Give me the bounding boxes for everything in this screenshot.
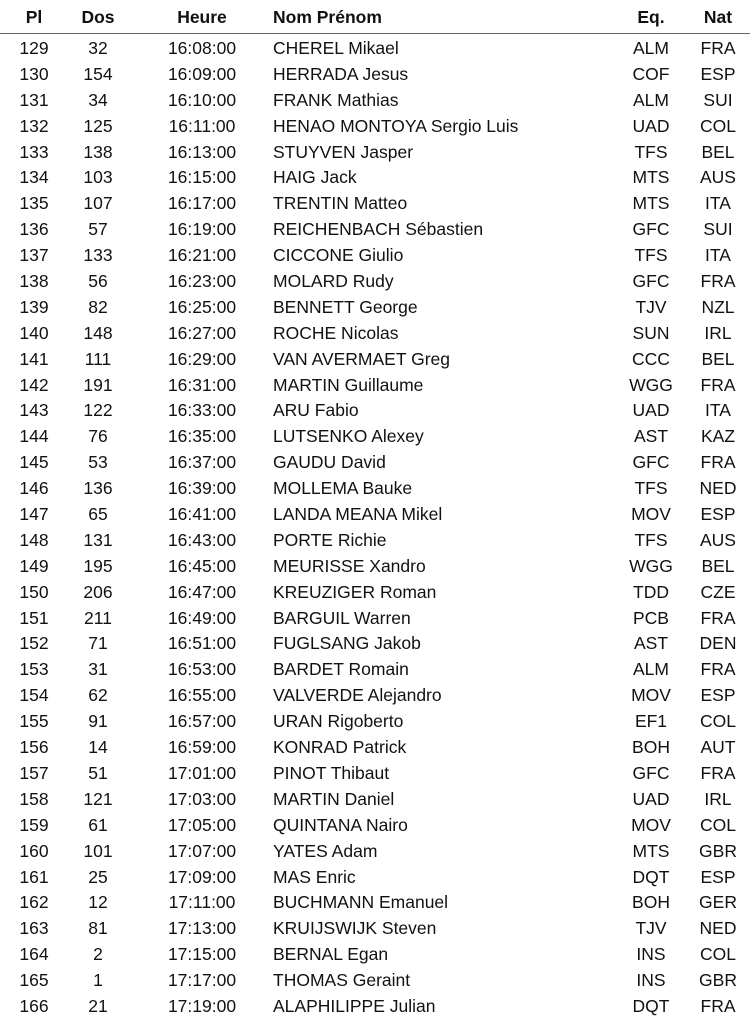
table-row <box>0 61 750 87</box>
cell-dos: 138 <box>83 141 113 162</box>
cell-dos: 71 <box>88 633 108 654</box>
table-row <box>0 864 750 890</box>
cell-nom-prenom: QUINTANA Nairo <box>273 814 408 835</box>
cell-nat: ESP <box>700 504 736 525</box>
cell-heure: 17:15:00 <box>167 944 237 965</box>
cell-heure: 17:09:00 <box>167 866 237 887</box>
cell-pl: 164 <box>19 944 49 965</box>
header-heure: Heure <box>177 7 227 27</box>
cell-dos: 57 <box>88 219 108 240</box>
cell-eq: INS <box>636 944 666 965</box>
cell-nom-prenom: BARGUIL Warren <box>273 607 411 628</box>
cell-pl: 147 <box>19 504 49 525</box>
cell-pl: 149 <box>19 555 49 576</box>
table-header-row <box>0 0 750 34</box>
table-row <box>0 216 750 242</box>
cell-nat: FRA <box>700 452 736 473</box>
cell-eq: ALM <box>633 659 669 680</box>
cell-dos: 62 <box>88 685 108 706</box>
cell-heure: 16:59:00 <box>167 737 237 758</box>
table-row <box>0 605 750 631</box>
cell-eq: UAD <box>632 788 670 809</box>
table-row <box>0 113 750 139</box>
table-row <box>0 915 750 941</box>
cell-nat: DEN <box>699 633 737 654</box>
cell-dos: 61 <box>88 814 108 835</box>
cell-heure: 17:11:00 <box>168 892 236 913</box>
table-row <box>0 889 750 915</box>
table-row <box>0 449 750 475</box>
cell-heure: 16:31:00 <box>167 374 237 395</box>
cell-dos: 51 <box>88 762 108 783</box>
cell-heure: 17:03:00 <box>167 788 237 809</box>
table-row <box>0 164 750 190</box>
cell-nom-prenom: GAUDU David <box>273 452 386 473</box>
cell-dos: 12 <box>88 892 108 913</box>
cell-nat: ITA <box>705 193 731 214</box>
cell-nat: AUS <box>700 529 736 550</box>
cell-eq: AST <box>633 633 669 654</box>
cell-pl: 146 <box>19 478 49 499</box>
cell-eq: TFS <box>634 141 668 162</box>
cell-nat: COL <box>700 814 736 835</box>
cell-nat: GER <box>699 892 737 913</box>
cell-nat: NZL <box>701 296 735 317</box>
table-row <box>0 708 750 734</box>
cell-dos: 125 <box>83 115 113 136</box>
table-row <box>0 294 750 320</box>
cell-nom-prenom: PINOT Thibaut <box>273 762 390 783</box>
cell-eq: GFC <box>632 271 670 292</box>
cell-nom-prenom: BUCHMANN Emanuel <box>273 892 449 913</box>
cell-heure: 16:11:00 <box>168 115 236 136</box>
cell-eq: TJV <box>635 296 667 317</box>
cell-nom-prenom: CICCONE Giulio <box>273 245 404 266</box>
table-row <box>0 501 750 527</box>
cell-nom-prenom: CHEREL Mikael <box>273 38 399 58</box>
cell-eq: WGG <box>629 555 673 576</box>
cell-dos: 206 <box>83 581 113 602</box>
cell-nat: FRA <box>700 659 736 680</box>
cell-dos: 133 <box>83 245 113 266</box>
cell-heure: 16:53:00 <box>167 659 237 680</box>
cell-dos: 154 <box>83 63 113 84</box>
cell-pl: 163 <box>19 918 49 939</box>
cell-pl: 142 <box>19 374 49 395</box>
cell-nom-prenom: THOMAS Geraint <box>273 970 411 991</box>
cell-heure: 16:37:00 <box>167 452 237 473</box>
header-eq: Eq. <box>637 7 665 27</box>
cell-nat: BEL <box>701 141 735 162</box>
cell-dos: 56 <box>88 271 108 292</box>
cell-eq: GFC <box>632 762 670 783</box>
cell-eq: COF <box>632 63 670 84</box>
cell-nat: BEL <box>701 555 735 576</box>
cell-nat: FRA <box>700 271 736 292</box>
cell-eq: MOV <box>631 814 671 835</box>
cell-pl: 136 <box>19 219 49 240</box>
cell-nom-prenom: ALAPHILIPPE Julian <box>273 995 436 1016</box>
cell-nat: COL <box>700 115 736 136</box>
cell-pl: 165 <box>19 970 49 991</box>
cell-nom-prenom: HENAO MONTOYA Sergio Luis <box>273 115 519 136</box>
cell-nat: ESP <box>700 685 736 706</box>
table-row <box>0 320 750 346</box>
cell-heure: 16:57:00 <box>167 711 237 732</box>
cell-pl: 135 <box>19 193 49 214</box>
cell-pl: 138 <box>19 271 49 292</box>
cell-pl: 161 <box>19 866 49 887</box>
cell-eq: MOV <box>631 685 671 706</box>
cell-dos: 34 <box>88 89 108 110</box>
cell-dos: 101 <box>83 840 113 861</box>
cell-dos: 82 <box>88 296 108 317</box>
table-row <box>0 268 750 294</box>
cell-pl: 152 <box>19 633 49 654</box>
cell-eq: MOV <box>631 504 671 525</box>
cell-eq: DQT <box>632 995 670 1016</box>
cell-eq: WGG <box>629 374 673 395</box>
cell-nat: AUS <box>700 167 736 188</box>
cell-nom-prenom: FUGLSANG Jakob <box>273 633 421 654</box>
cell-nom-prenom: STUYVEN Jasper <box>273 141 414 162</box>
cell-nat: NED <box>699 918 737 939</box>
table-row <box>0 397 750 423</box>
cell-dos: 191 <box>83 374 113 395</box>
header-dos: Dos <box>81 7 115 27</box>
cell-pl: 159 <box>19 814 49 835</box>
cell-nat: BEL <box>701 348 735 369</box>
cell-nom-prenom: VAN AVERMAET Greg <box>273 348 450 369</box>
cell-nom-prenom: FRANK Mathias <box>273 89 399 110</box>
cell-eq: INS <box>636 970 666 991</box>
cell-dos: 136 <box>83 478 113 499</box>
cell-eq: GFC <box>632 219 670 240</box>
cell-nom-prenom: ARU Fabio <box>273 400 359 421</box>
cell-pl: 154 <box>19 685 49 706</box>
cell-heure: 16:25:00 <box>167 296 237 317</box>
cell-nat: FRA <box>700 38 736 58</box>
cell-nat: FRA <box>700 374 736 395</box>
cell-nom-prenom: PORTE Richie <box>273 529 387 550</box>
table-row <box>0 346 750 372</box>
cell-heure: 16:08:00 <box>167 38 237 58</box>
cell-dos: 81 <box>88 918 108 939</box>
header-pl: Pl <box>25 7 43 27</box>
table-row <box>0 423 750 449</box>
cell-nat: AUT <box>700 737 736 758</box>
cell-dos: 122 <box>83 400 113 421</box>
cell-nom-prenom: LANDA MEANA Mikel <box>273 504 443 525</box>
cell-nat: ESP <box>700 63 736 84</box>
table-row <box>0 242 750 268</box>
cell-heure: 17:19:00 <box>167 995 237 1016</box>
cell-heure: 16:45:00 <box>167 555 237 576</box>
cell-nat: ITA <box>705 245 731 266</box>
cell-nom-prenom: HERRADA Jesus <box>273 63 409 84</box>
cell-heure: 17:13:00 <box>167 918 237 939</box>
table-row <box>0 812 750 838</box>
cell-nat: GBR <box>699 970 737 991</box>
cell-heure: 16:49:00 <box>167 607 237 628</box>
table-row <box>0 786 750 812</box>
cell-eq: AST <box>633 426 669 447</box>
table-row <box>0 139 750 165</box>
cell-eq: MTS <box>632 840 670 861</box>
cell-dos: 2 <box>93 944 103 965</box>
cell-pl: 162 <box>19 892 49 913</box>
cell-dos: 131 <box>83 529 113 550</box>
cell-pl: 131 <box>19 89 49 110</box>
cell-eq: TFS <box>634 529 668 550</box>
cell-eq: TDD <box>633 581 669 602</box>
cell-nat: FRA <box>700 995 736 1016</box>
cell-nom-prenom: MOLLEMA Bauke <box>273 478 413 499</box>
cell-pl: 156 <box>19 737 49 758</box>
cell-heure: 17:07:00 <box>167 840 237 861</box>
cell-eq: BOH <box>632 737 670 758</box>
cell-pl: 144 <box>19 426 49 447</box>
table-row <box>0 553 750 579</box>
cell-nom-prenom: MEURISSE Xandro <box>273 555 426 576</box>
table-row <box>0 527 750 553</box>
cell-nat: FRA <box>700 762 736 783</box>
cell-nat: CZE <box>700 581 736 602</box>
cell-pl: 133 <box>19 141 49 162</box>
table-row <box>0 579 750 605</box>
cell-nat: FRA <box>700 607 736 628</box>
table-row <box>0 372 750 398</box>
cell-nom-prenom: REICHENBACH Sébastien <box>273 219 484 240</box>
cell-eq: UAD <box>632 400 670 421</box>
cell-nat: SUI <box>703 89 733 110</box>
table-row <box>0 993 750 1019</box>
cell-nat: COL <box>700 711 736 732</box>
cell-nom-prenom: MARTIN Guillaume <box>273 374 424 395</box>
cell-nom-prenom: TRENTIN Matteo <box>273 193 408 214</box>
cell-nom-prenom: YATES Adam <box>273 840 378 861</box>
cell-pl: 134 <box>19 167 49 188</box>
cell-nat: IRL <box>704 788 732 809</box>
cell-heure: 16:23:00 <box>167 271 237 292</box>
cell-pl: 137 <box>19 245 49 266</box>
cell-eq: TJV <box>635 918 667 939</box>
cell-pl: 141 <box>19 348 49 369</box>
table-row <box>0 475 750 501</box>
cell-pl: 151 <box>19 607 49 628</box>
cell-heure: 16:51:00 <box>167 633 237 654</box>
cell-eq: SUN <box>632 322 670 343</box>
cell-nom-prenom: LUTSENKO Alexey <box>273 426 424 447</box>
cell-pl: 148 <box>19 529 49 550</box>
cell-pl: 140 <box>19 322 49 343</box>
cell-heure: 16:13:00 <box>167 141 237 162</box>
cell-nat: ITA <box>705 400 731 421</box>
table-row <box>0 941 750 967</box>
cell-nat: ESP <box>700 866 736 887</box>
table-row <box>0 656 750 682</box>
cell-nat: IRL <box>704 322 732 343</box>
cell-pl: 150 <box>19 581 49 602</box>
cell-heure: 16:55:00 <box>167 685 237 706</box>
cell-dos: 111 <box>84 348 112 369</box>
cell-eq: DQT <box>632 866 670 887</box>
cell-heure: 16:19:00 <box>167 219 237 240</box>
cell-nom-prenom: VALVERDE Alejandro <box>273 685 442 706</box>
cell-dos: 103 <box>83 167 113 188</box>
cell-dos: 121 <box>83 788 113 809</box>
cell-heure: 16:15:00 <box>167 167 237 188</box>
cell-dos: 148 <box>83 322 113 343</box>
cell-heure: 16:21:00 <box>167 245 237 266</box>
cell-eq: EF1 <box>634 711 668 732</box>
table-row <box>0 87 750 113</box>
cell-pl: 139 <box>19 296 49 317</box>
header-nat: Nat <box>703 7 733 27</box>
cell-heure: 16:17:00 <box>167 193 237 214</box>
cell-dos: 53 <box>88 452 108 473</box>
cell-eq: MTS <box>632 193 670 214</box>
cell-pl: 155 <box>19 711 49 732</box>
cell-nom-prenom: BERNAL Egan <box>273 944 389 965</box>
table-row <box>0 190 750 216</box>
cell-eq: ALM <box>633 89 669 110</box>
cell-eq: GFC <box>632 452 670 473</box>
cell-dos: 76 <box>88 426 108 447</box>
cell-nom-prenom: ROCHE Nicolas <box>273 322 399 343</box>
cell-nat: COL <box>700 944 736 965</box>
cell-dos: 31 <box>88 659 108 680</box>
cell-pl: 143 <box>19 400 49 421</box>
cell-pl: 157 <box>19 762 49 783</box>
cell-heure: 16:41:00 <box>167 504 237 525</box>
cell-eq: ALM <box>633 38 669 58</box>
cell-heure: 16:10:00 <box>167 89 237 110</box>
cell-nom-prenom: BENNETT George <box>273 296 418 317</box>
cell-nom-prenom: URAN Rigoberto <box>273 711 404 732</box>
cell-heure: 16:09:00 <box>167 63 237 84</box>
cell-dos: 65 <box>88 504 108 525</box>
cell-nom-prenom: KONRAD Patrick <box>273 737 407 758</box>
cell-nom-prenom: HAIG Jack <box>273 167 357 188</box>
cell-nom-prenom: KREUZIGER Roman <box>273 581 437 602</box>
cell-heure: 16:35:00 <box>167 426 237 447</box>
cell-pl: 166 <box>19 995 49 1016</box>
cell-nom-prenom: MAS Enric <box>273 866 356 887</box>
cell-dos: 1 <box>93 970 103 991</box>
cell-heure: 17:05:00 <box>167 814 237 835</box>
cell-dos: 21 <box>88 995 108 1016</box>
header-nom-prenom: Nom Prénom <box>273 7 382 27</box>
cell-nom-prenom: BARDET Romain <box>273 659 409 680</box>
cell-heure: 16:27:00 <box>167 322 237 343</box>
table-row <box>0 35 750 61</box>
cell-pl: 160 <box>19 840 49 861</box>
table-body <box>0 35 750 1019</box>
cell-dos: 25 <box>88 866 108 887</box>
cell-eq: CCC <box>632 348 670 369</box>
cell-eq: BOH <box>632 892 670 913</box>
cell-heure: 16:29:00 <box>167 348 237 369</box>
table-row <box>0 630 750 656</box>
cell-nat: GBR <box>699 840 737 861</box>
cell-nom-prenom: MARTIN Daniel <box>273 788 395 809</box>
table-row <box>0 734 750 760</box>
cell-dos: 211 <box>84 607 112 628</box>
cell-dos: 32 <box>88 38 108 58</box>
cell-eq: TFS <box>634 245 668 266</box>
table-row <box>0 838 750 864</box>
table-row <box>0 682 750 708</box>
cell-pl: 130 <box>19 63 49 84</box>
cell-pl: 153 <box>19 659 49 680</box>
cell-pl: 158 <box>19 788 49 809</box>
cell-eq: TFS <box>634 478 668 499</box>
cell-eq: UAD <box>632 115 670 136</box>
table-row <box>0 967 750 993</box>
cell-heure: 16:33:00 <box>167 400 237 421</box>
cell-heure: 17:01:00 <box>167 762 237 783</box>
cell-nat: SUI <box>703 219 733 240</box>
cell-heure: 16:39:00 <box>167 478 237 499</box>
cell-dos: 14 <box>88 737 108 758</box>
cell-nom-prenom: KRUIJSWIJK Steven <box>273 918 437 939</box>
cell-pl: 145 <box>19 452 49 473</box>
cell-heure: 16:43:00 <box>167 529 237 550</box>
cell-heure: 16:47:00 <box>167 581 237 602</box>
cell-nom-prenom: MOLARD Rudy <box>273 271 394 292</box>
cell-nat: NED <box>699 478 737 499</box>
table-row <box>0 760 750 786</box>
cell-dos: 107 <box>83 193 113 214</box>
cell-nat: KAZ <box>700 426 736 447</box>
cell-heure: 17:17:00 <box>167 970 237 991</box>
cell-pl: 129 <box>19 38 49 58</box>
cell-pl: 132 <box>19 115 49 136</box>
cell-eq: MTS <box>632 167 670 188</box>
cell-dos: 195 <box>83 555 113 576</box>
cell-eq: PCB <box>633 607 669 628</box>
cell-dos: 91 <box>88 711 108 732</box>
